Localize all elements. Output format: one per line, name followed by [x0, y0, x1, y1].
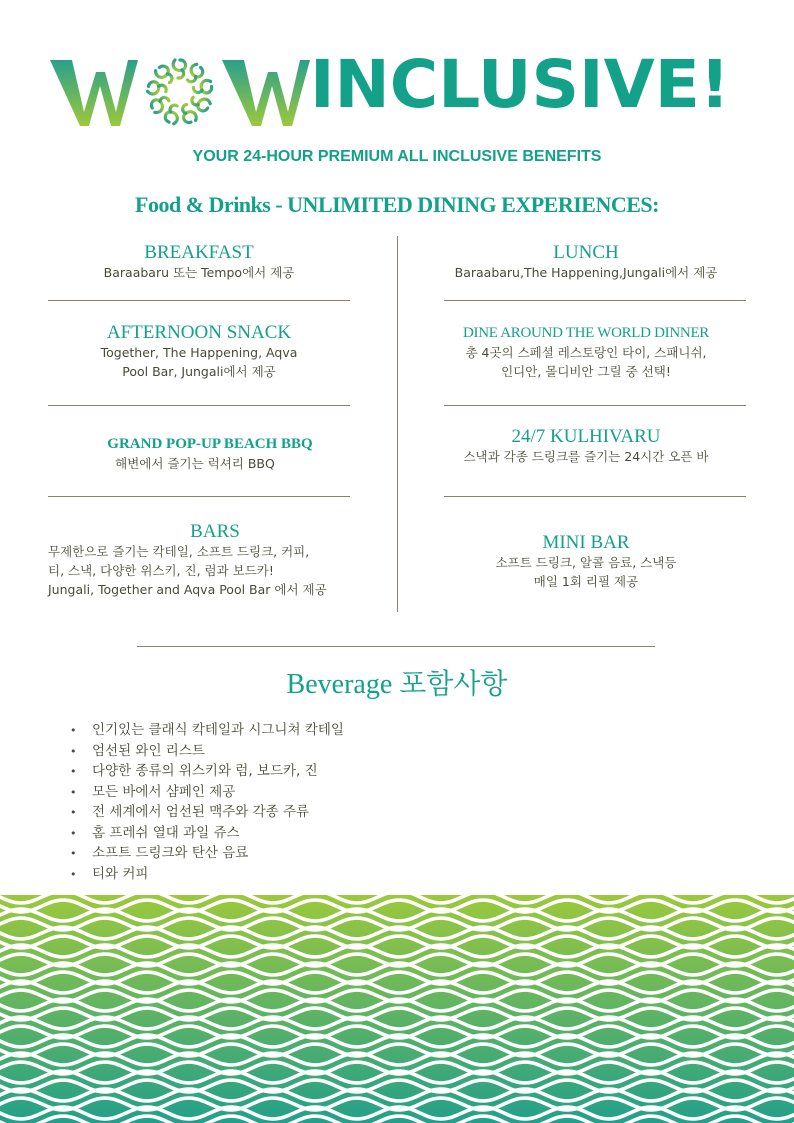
- cell-mini-bar: [420, 533, 752, 591]
- list-item: • 전 세계에서 엄선된 맥주와 각종 주류: [70, 802, 344, 823]
- wow-logo-wordmark: [50, 42, 310, 132]
- divider-line: [444, 300, 746, 301]
- cell-kulhivaru: [420, 427, 752, 466]
- cell-description: 스낵과 각종 드링크를 즐기는 24시간 오픈 바: [463, 449, 709, 464]
- bullet-icon: •: [70, 724, 77, 737]
- cell-title: DINE AROUND THE WORLD DINNER: [462, 325, 710, 341]
- bullet-icon: •: [70, 847, 77, 860]
- list-item: • 인기있는 클래식 칵테일과 시그니쳐 칵테일: [70, 720, 344, 741]
- cell-lunch: [420, 243, 752, 282]
- cell-title: AFTERNOON SNACK: [106, 322, 292, 343]
- cell-beach-bbq: [40, 434, 380, 473]
- bullet-icon: •: [70, 744, 77, 758]
- bullet-icon: •: [70, 785, 77, 799]
- cell-description: Baraabaru 또는 Tempo에서 제공: [103, 265, 295, 280]
- divider-line: [48, 300, 350, 301]
- cell-title: 24/7 KULHIVARU: [511, 426, 661, 447]
- cell-description: 소프트 드링크, 알콜 음료, 스낵등 매일 1회 리필 제공: [495, 555, 677, 589]
- logo-title: INCLUSIVE!: [310, 46, 730, 123]
- list-item: • 티와 커피: [70, 864, 344, 885]
- cell-title: LUNCH: [553, 242, 619, 263]
- decorative-wave-band: [0, 895, 794, 1123]
- beverage-list: [70, 720, 344, 884]
- divider-line: [444, 405, 746, 406]
- cell-description: 무제한으로 즐기는 칵테일, 소프트 드링크, 커피, 티, 스낵, 다양한 위스키, 진, 럼과 보드카! Jungali, Together and Aqva Pool Bar 에서 제공: [48, 544, 327, 597]
- list-item: • 다양한 종류의 위스키와 럼, 보드카, 진: [70, 761, 344, 782]
- bullet-icon: •: [70, 826, 77, 840]
- cell-title: BREAKFAST: [144, 242, 254, 263]
- cell-bars: [40, 522, 390, 599]
- bullet-icon: •: [70, 765, 77, 778]
- logo-letter-w-left: [50, 60, 138, 126]
- logo-letter-w-right: [222, 60, 310, 126]
- divider-line: [444, 496, 746, 497]
- divider-line: [48, 496, 350, 497]
- list-item: • 엄선된 와인 리스트: [70, 741, 344, 762]
- tagline: YOUR 24-HOUR PREMIUM ALL INCLUSIVE BENEFITS: [192, 148, 602, 165]
- cell-afternoon-snack: [40, 323, 358, 381]
- cell-description: 해변에서 즐기는 럭셔리 BBQ: [115, 456, 275, 471]
- list-item: • 소프트 드링크와 탄산 음료: [70, 843, 344, 864]
- cell-description: Baraabaru,The Happening,Jungali에서 제공: [454, 265, 718, 280]
- list-item: • 홈 프레쉬 열대 과일 쥬스: [70, 823, 344, 844]
- list-item: • 모든 바에서 샴페인 제공: [70, 782, 344, 803]
- divider-line: [48, 405, 350, 406]
- bullet-icon: •: [70, 806, 77, 819]
- cell-description: 총 4곳의 스페셜 레스토랑인 타이, 스패니쉬, 인디안, 몰디비안 그릴 중 선택!: [465, 345, 707, 379]
- cell-breakfast: [48, 243, 350, 282]
- beverage-divider: [137, 646, 655, 647]
- cell-dine-around: [420, 323, 752, 381]
- column-divider: [397, 236, 398, 612]
- cell-title: MINI BAR: [542, 532, 630, 553]
- food-drinks-heading: Food & Drinks - UNLIMITED DINING EXPERIENCES:: [135, 192, 659, 217]
- cell-title: BARS: [190, 521, 240, 542]
- bullet-icon: •: [70, 867, 77, 881]
- beverage-title: Beverage 포함사항: [286, 669, 508, 700]
- cell-description: Together, The Happening, Aqva Pool Bar, Jungali에서 제공: [100, 345, 298, 379]
- logo-ornament-icon: [147, 60, 212, 124]
- cell-title: GRAND POP-UP BEACH BBQ: [107, 436, 313, 452]
